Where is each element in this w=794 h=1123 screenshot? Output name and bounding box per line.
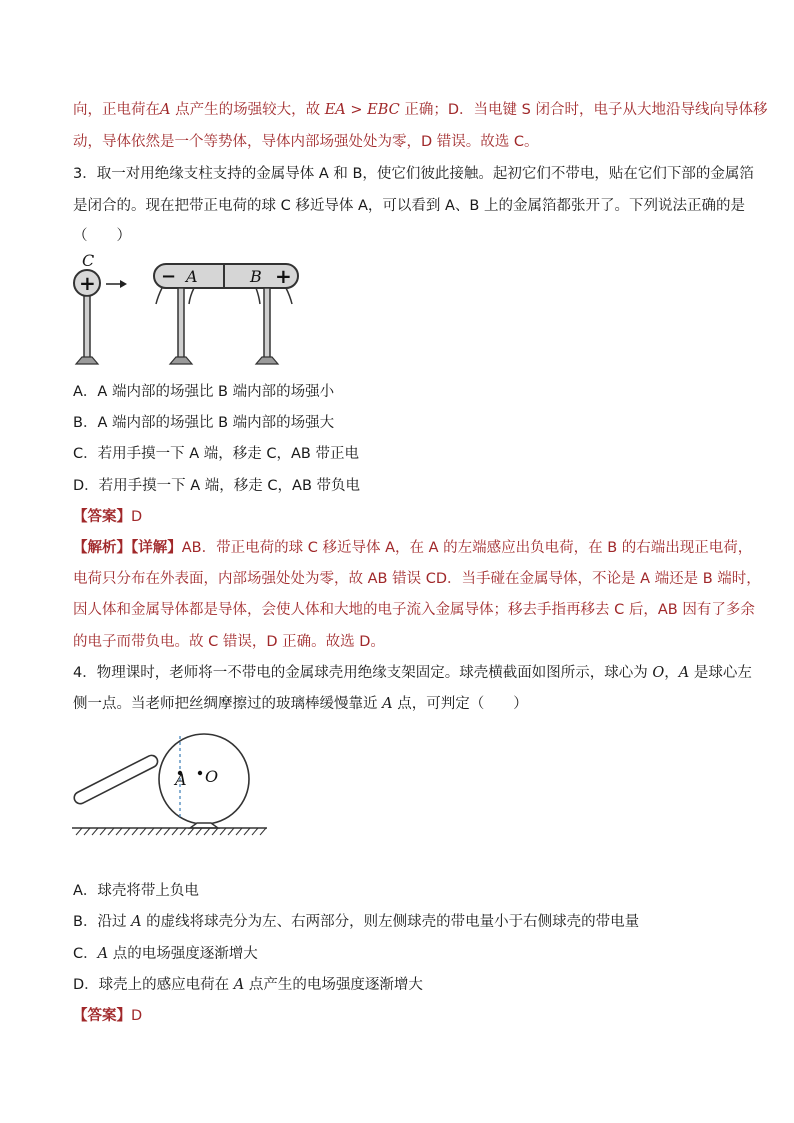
q3-option-d: D．若用手摸一下 A 端，移走 C，AB 带负电 (73, 478, 361, 494)
text-run: B．沿过 (73, 914, 132, 930)
text-run: 是球心左 (689, 665, 752, 681)
text-run: 4．物理课时，老师将一不带电的金属球壳用绝缘支架固定。球壳横截面如图所示，球心为 (73, 665, 653, 681)
arrow-head-icon (120, 280, 127, 288)
stand-b-base (256, 357, 278, 364)
q3-option-a: A．A 端内部的场强比 B 端内部的场强小 (73, 384, 335, 400)
italic-symbol: A (678, 665, 690, 681)
text-run: C． (73, 946, 98, 962)
answer-value: D (131, 509, 143, 525)
q4-option-a: A．球壳将带上负电 (73, 883, 199, 899)
q3-analysis-line-1 (73, 538, 752, 558)
conductor-b-label: B (250, 267, 262, 286)
glass-rod (72, 753, 159, 805)
text-run: 的虚线将球壳分为左、右两部分，则左侧球壳的带电量小于右侧球壳的带电量 (141, 914, 640, 930)
q4-option-c (73, 944, 258, 964)
italic-symbol: A (160, 102, 171, 118)
text-run: 点，可判定（ ） (392, 696, 528, 712)
italic-symbol: EBC (367, 102, 400, 118)
text-run: ， (664, 665, 679, 681)
italic-symbol: A (97, 946, 109, 962)
answer-value: D (131, 1008, 143, 1024)
answer-tag: 【答案】 (73, 1008, 131, 1024)
italic-symbol: O (652, 665, 665, 681)
stand-a-pole (178, 288, 184, 360)
italic-symbol: EA (324, 102, 346, 118)
q3-figure-conductors (68, 250, 308, 372)
q4-figure-sphere (70, 728, 275, 838)
stand-b-pole (264, 288, 270, 360)
q3-analysis-line-3: 因人体和金属导体都是导体，会使人体和大地的电子流入金属导体；移去手指再移去 C 后，AB 因有了多余 (73, 602, 755, 618)
foil-left-1 (156, 288, 162, 304)
text-run: 点产生的电场强度逐渐增大 (244, 977, 423, 993)
q4-option-d (73, 975, 423, 995)
prev-solution-line-2: 动，导体依然是一个等势体，导体内部场强处处为零，D 错误。故选 C。 (73, 134, 539, 150)
foil-right-2 (286, 288, 292, 304)
metal-sphere-shell (159, 734, 249, 824)
point-o-label: O (205, 767, 219, 786)
prev-solution-line-1 (73, 100, 767, 120)
ball-stand-base (76, 357, 98, 364)
q3-answer (73, 507, 142, 527)
q3-stem-line-2: 是闭合的。现在把带正电荷的球 C 移近导体 A，可以看到 A、B 上的金属箔都张开了。下列说法正确的是 (73, 198, 745, 214)
foil-left-2 (189, 288, 194, 304)
q3-answer-paren: （ ） (73, 228, 131, 244)
left-minus-sign: − (161, 266, 177, 287)
q3-analysis-line-4: 的电子而带负电。故 C 错误，D 正确。故选 D。 (73, 634, 385, 650)
text-run: 正确；D．当电键 S 闭合时，电子从大地沿导线向导体移 (399, 102, 768, 118)
italic-symbol: A (382, 696, 393, 712)
ball-plus-sign: + (79, 271, 96, 295)
analysis-tag: 【解析】【详解】 (73, 540, 182, 556)
q3-stem-line-1: 3．取一对用绝缘支柱支持的金属导体 A 和 B，使它们彼此接触。起初它们不带电，贴在它们下部的金属箔 (73, 166, 754, 182)
q4-stem-line-2 (73, 694, 528, 714)
q3-option-b: B．A 端内部的场强比 B 端内部的场强大 (73, 415, 335, 431)
foil-right-1 (256, 288, 260, 304)
text-run: 侧一点。当老师把丝绸摩擦过的玻璃棒缓慢靠近 (73, 696, 383, 712)
ball-stand-pole (84, 296, 90, 360)
italic-symbol: A (131, 914, 142, 930)
q4-answer (73, 1006, 142, 1026)
ground-hatching (76, 828, 266, 835)
text-run: 点产生的场强较大，故 (170, 102, 325, 118)
answer-tag: 【答案】 (73, 509, 131, 525)
italic-symbol: A (233, 977, 245, 993)
text-run: 向，正电荷在 (73, 102, 160, 118)
analysis-text: AB．带正电荷的球 C 移近导体 A，在 A 的左端感应出负电荷，在 B 的右端出现正电荷， (181, 540, 753, 556)
q4-option-b (73, 912, 639, 932)
ball-c-label: C (82, 251, 95, 270)
conductor-a-label: A (186, 267, 198, 286)
text-run: D．球壳上的感应电荷在 (73, 977, 234, 993)
text-run: 点的电场强度逐渐增大 (108, 946, 258, 962)
q4-stem-line-1 (73, 663, 752, 683)
point-a-label: A (175, 770, 187, 789)
right-plus-sign: + (275, 264, 292, 288)
q3-option-c: C．若用手摸一下 A 端，移走 C，AB 带正电 (73, 446, 359, 462)
text-run: > (345, 102, 368, 118)
stand-a-base (170, 357, 192, 364)
point-o (198, 771, 202, 775)
q3-analysis-line-2: 电荷只分布在外表面，内部场强处处为零，故 AB 错误 CD．当手碰在金属导体，不论是 A 端还是 B 端时， (73, 571, 761, 587)
